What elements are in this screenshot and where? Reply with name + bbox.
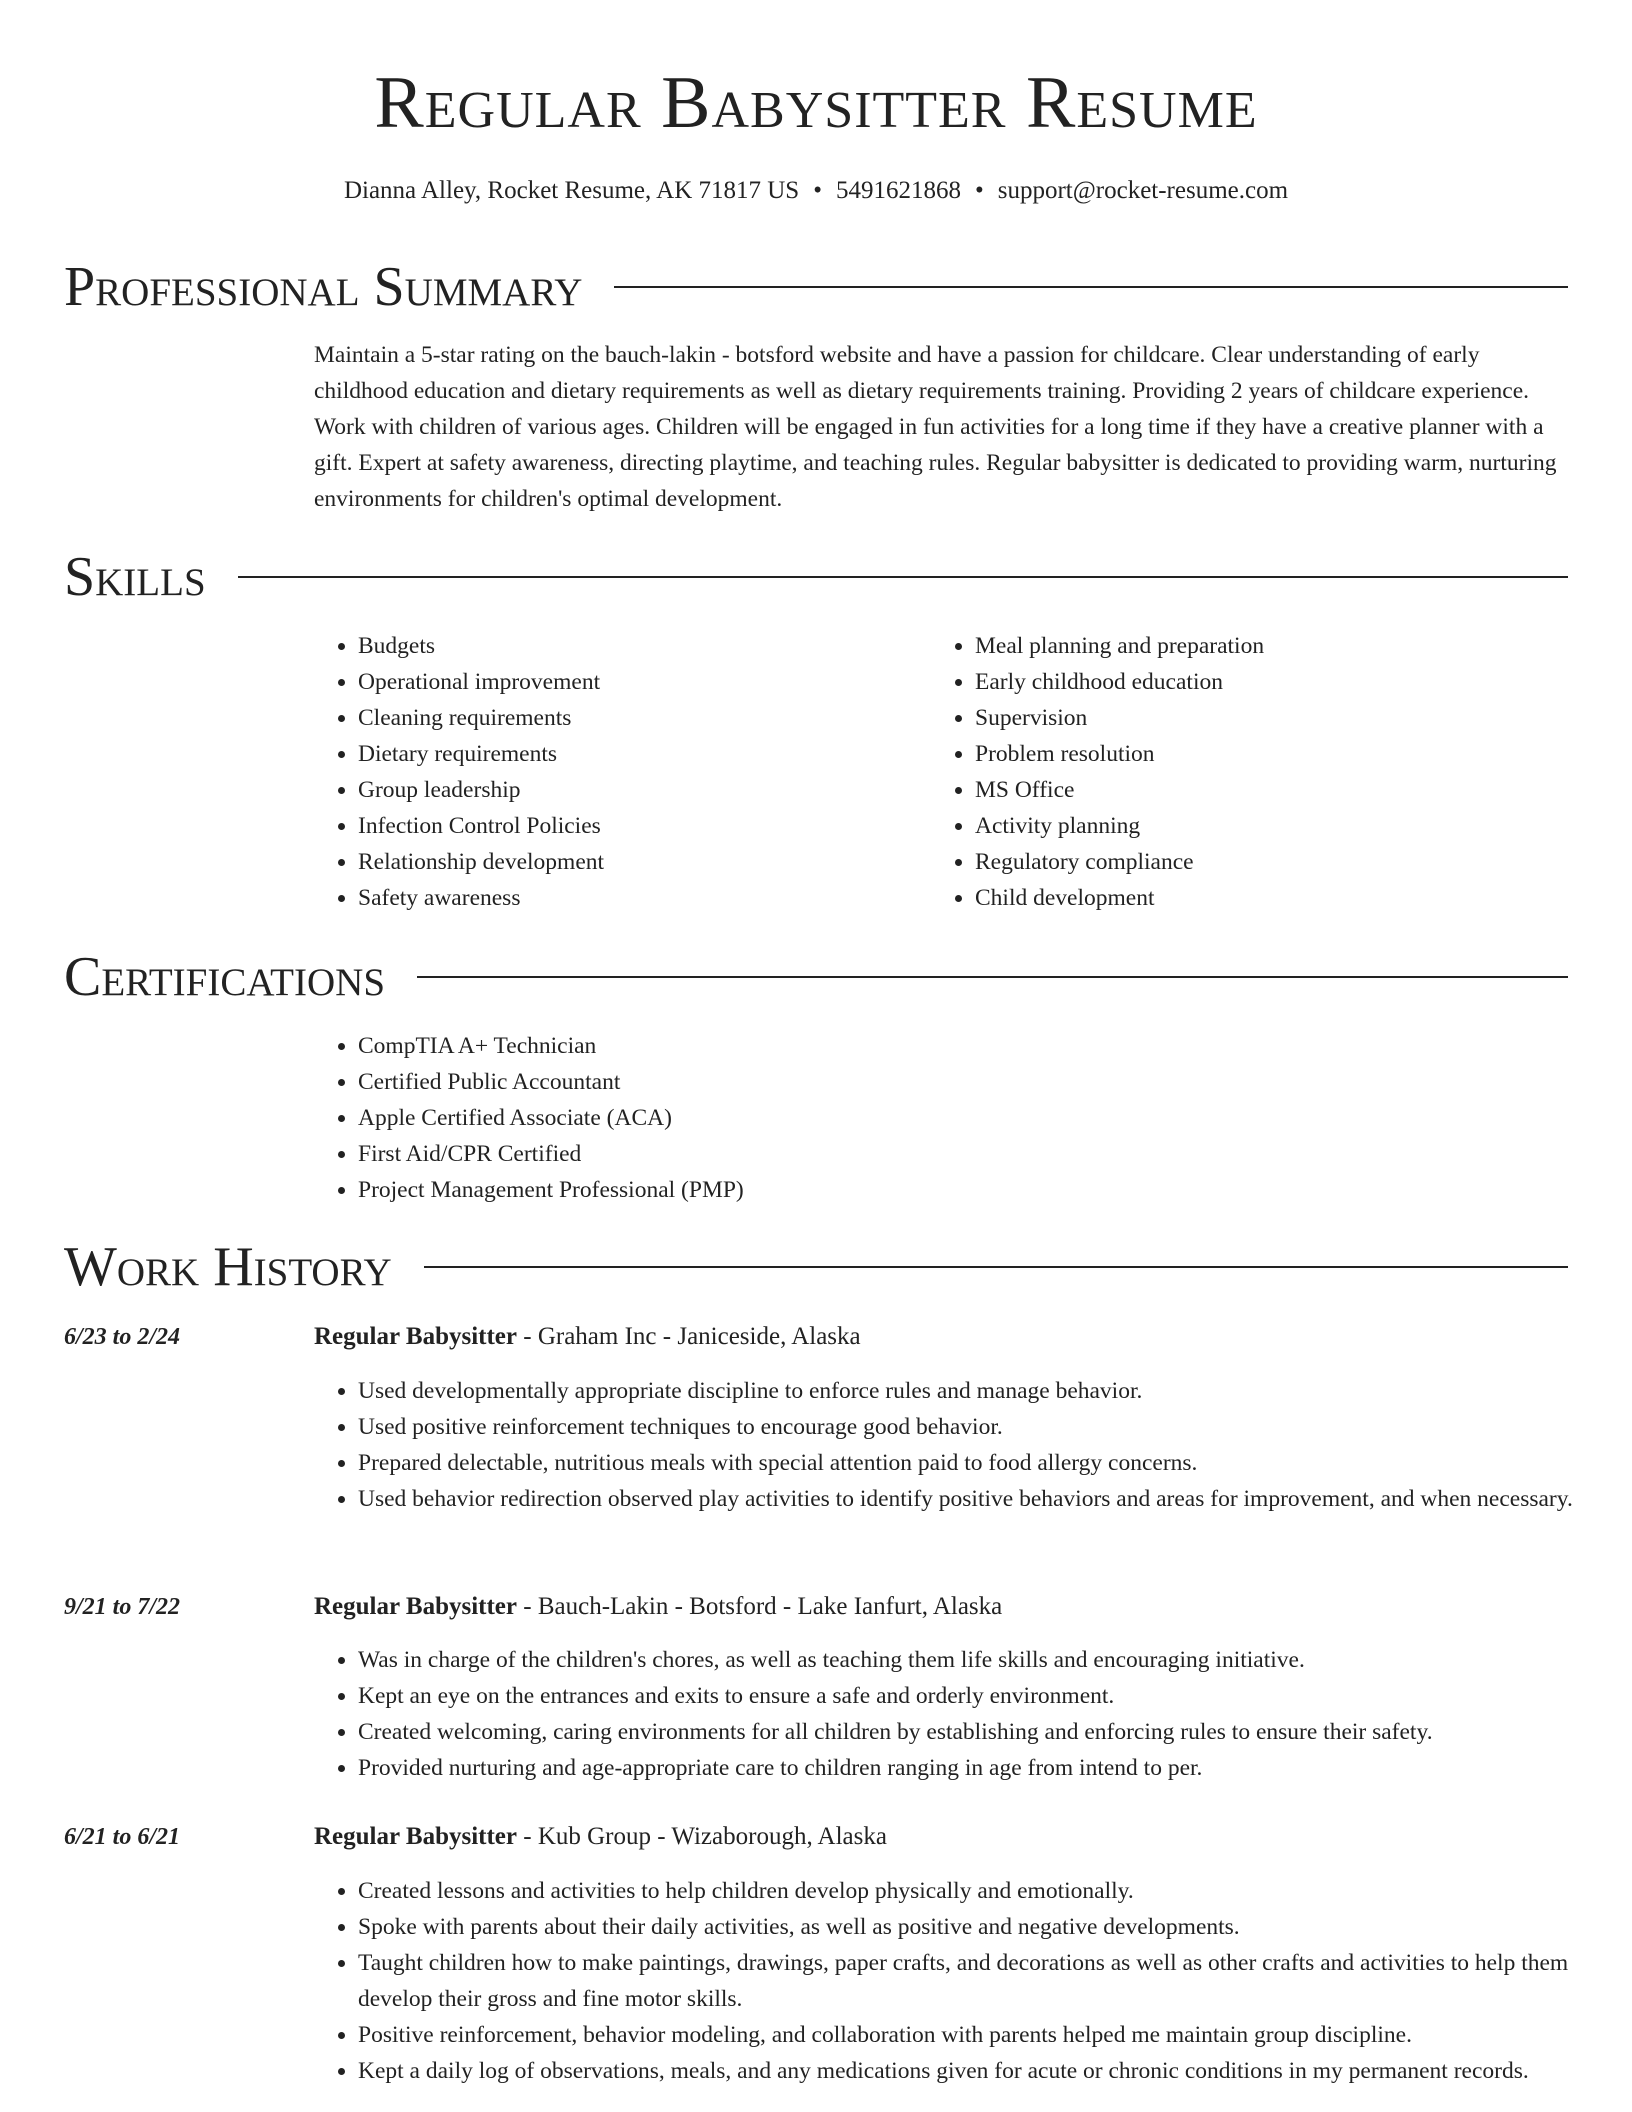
job-dates: 9/21 to 7/22 (64, 1594, 181, 1620)
skills-column-right (931, 628, 1571, 916)
skills-list-left (314, 628, 914, 916)
job-duties-list (314, 1873, 1574, 2089)
job-duty-item: • Used behavior redirection observed play activities to identify positive behaviors and areas for improvement, and when necessary. (358, 1481, 1574, 1517)
contact-phone: 5491621868 (835, 177, 961, 204)
certifications-heading: Certifications (64, 946, 386, 1008)
contact-line (0, 174, 1632, 208)
certification-item: • Project Management Professional (PMP) (358, 1172, 1564, 1208)
skill-item: • Problem resolution (975, 736, 1571, 772)
job-duties (314, 1873, 1574, 2089)
certification-item: • CompTIA A+ Technician (358, 1028, 1564, 1064)
certification-item: • First Aid/CPR Certified (358, 1136, 1564, 1172)
job-title-line (314, 1590, 1002, 1624)
job-duty-item: • Provided nurturing and age-appropriate care to children ranging in age from intend to per. (358, 1750, 1574, 1786)
contact-email: support@rocket-resume.com (997, 177, 1289, 204)
skill-item: • Budgets (358, 628, 914, 664)
skill-item: • Safety awareness (358, 880, 914, 916)
contact-address: Dianna Alley, Rocket Resume, AK 71817 US (343, 177, 800, 204)
skills-list-right (931, 628, 1571, 916)
section-divider (238, 576, 1568, 578)
summary-heading: Professional Summary (64, 256, 583, 318)
job-dates: 6/23 to 2/24 (64, 1324, 181, 1350)
job-employer: - Graham Inc - Janiceside, Alaska (517, 1323, 861, 1350)
contact-separator: • (813, 177, 822, 204)
skill-item: • Group leadership (358, 772, 914, 808)
skill-item: • Regulatory compliance (975, 844, 1571, 880)
skill-item: • Supervision (975, 700, 1571, 736)
job-duty-item: • Was in charge of the children's chores, as well as teaching them life skills and encouraging initiative. (358, 1642, 1574, 1678)
skills-section-header (64, 542, 1568, 612)
job-duty-item: • Created lessons and activities to help children develop physically and emotionally. (358, 1873, 1574, 1909)
job-duty-item: • Used positive reinforcement techniques to encourage good behavior. (358, 1409, 1574, 1445)
job-duty-item: • Prepared delectable, nutritious meals with special attention paid to food allergy concerns. (358, 1445, 1574, 1481)
certifications-list (314, 1028, 1564, 1208)
summary-text: Maintain a 5-star rating on the bauch-lakin - botsford website and have a passion for childcare. Clear understanding of early childhood education and dietary requirements as well as dietary requirements training. Providing 2 years of childcare experience. Work with children of various ages. Children will be engaged in fun activities for a long time if they have a creative planner with a gift. Expert at safety awareness, directing playtime, and teaching rules. Regular babysitter is dedicated to providing warm, nurturing environments for children's optimal development. (314, 342, 1557, 512)
skills-column-left (314, 628, 914, 916)
job-duties (314, 1642, 1574, 1786)
section-divider (417, 976, 1568, 978)
section-divider (614, 286, 1568, 288)
job-dates: 6/21 to 6/21 (64, 1824, 181, 1850)
job-duty-item: • Positive reinforcement, behavior modeling, and collaboration with parents helped me maintain group discipline. (358, 2017, 1574, 2053)
skill-item: • Infection Control Policies (358, 808, 914, 844)
certification-item: • Certified Public Accountant (358, 1064, 1564, 1100)
skill-item: • Early childhood education (975, 664, 1571, 700)
skill-item: • Cleaning requirements (358, 700, 914, 736)
job-duty-item: • Kept a daily log of observations, meals, and any medications given for acute or chronic conditions in my permanent records. (358, 2053, 1574, 2089)
work-heading: Work History (64, 1236, 392, 1298)
job-duty-item: • Created welcoming, caring environments for all children by establishing and enforcing rules to ensure their safety. (358, 1714, 1574, 1750)
skill-item: • Dietary requirements (358, 736, 914, 772)
job-employer: - Kub Group - Wizaborough, Alaska (517, 1823, 887, 1850)
job-duty-item: • Used developmentally appropriate discipline to enforce rules and manage behavior. (358, 1373, 1574, 1409)
certifications-section-header (64, 942, 1568, 1012)
skill-item: • MS Office (975, 772, 1571, 808)
certification-item: • Apple Certified Associate (ACA) (358, 1100, 1564, 1136)
job-duty-item: • Spoke with parents about their daily activities, as well as positive and negative developments. (358, 1909, 1574, 1945)
skill-item: • Child development (975, 880, 1571, 916)
work-section-header (64, 1232, 1568, 1302)
skill-item: • Meal planning and preparation (975, 628, 1571, 664)
job-employer: - Bauch-Lakin - Botsford - Lake Ianfurt, Alaska (517, 1593, 1003, 1620)
job-duties-list (314, 1373, 1574, 1517)
job-title-line (314, 1820, 887, 1854)
section-divider (424, 1266, 1568, 1268)
summary-section-header (64, 252, 1568, 322)
contact-separator: • (974, 177, 984, 204)
certifications-block (314, 1028, 1564, 1208)
job-duty-item: • Taught children how to make paintings, drawings, paper crafts, and decorations as well as other crafts and activities to help them develop their gross and fine motor skills. (358, 1945, 1574, 2017)
job-duties-list (314, 1642, 1574, 1786)
job-title-line (314, 1320, 861, 1354)
resume-title: Regular Babysitter Resume (374, 62, 1258, 144)
skill-item: • Relationship development (358, 844, 914, 880)
job-role: Regular Babysitter (314, 1823, 517, 1850)
job-duties (314, 1373, 1574, 1517)
skill-item: • Activity planning (975, 808, 1571, 844)
skill-item: • Operational improvement (358, 664, 914, 700)
job-role: Regular Babysitter (314, 1323, 517, 1350)
job-role: Regular Babysitter (314, 1593, 517, 1620)
job-duty-item: • Kept an eye on the entrances and exits to ensure a safe and orderly environment. (358, 1678, 1574, 1714)
skills-heading: Skills (64, 546, 206, 608)
